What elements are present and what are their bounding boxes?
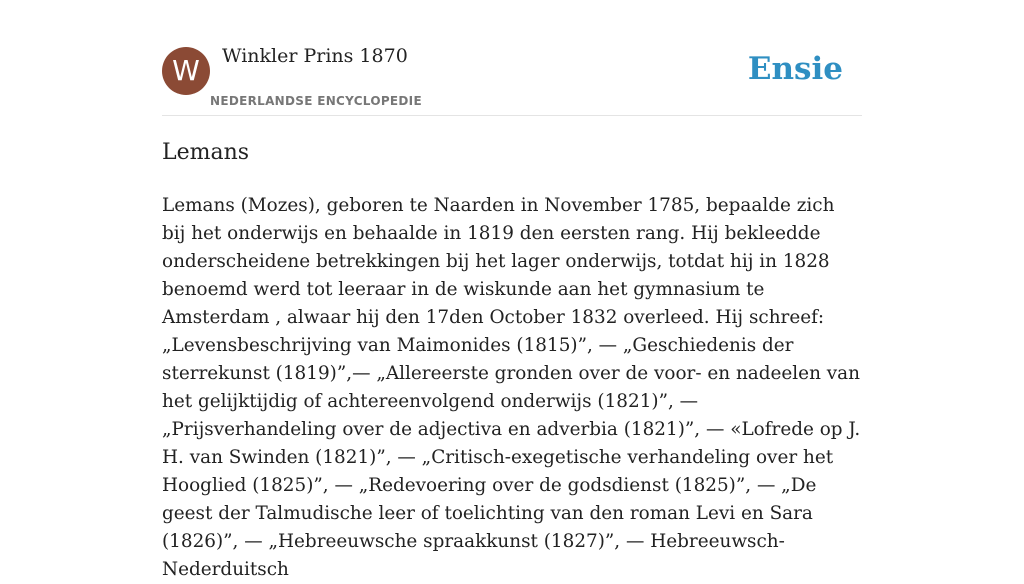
brand-logo-link[interactable]: Ensie [747, 51, 843, 87]
article-body: Lemans (Mozes), geboren te Naarden in November 1785, bepaalde zich bij het onderwijs en behaalde in 1819 den eersten rang. Hij bekleedde onderscheidene betrekkingen bij het lager onderwijs, totdat hij in 1828 benoemd werd tot leeraar in de wiskunde aan het gymnasium te Amsterdam , alwaar hij den 17den October 1832 overleed. Hij schreef: „Levensbeschrijving van Maimonides (1815)”, — „Geschiedenis der sterrekunst (1819)”,— „Allereerste gronden over de voor- en nadeelen van het gelijktijdig of achtereenvolgend onderwijs (1821)”, — „Prijsverhandeling over de adjectiva en adverbia (1821)”, — «Lofrede op J. H. van Swinden (1821)”, — „Critisch-exegetische verhandeling over het Hooglied (1825)”, — „Redevoering over de godsdienst (1825)”, — „De geest der Talmudische leer of toelichting van den roman Levi en Sara (1826)”, — „Hebreeuwsche spraakkunst (1827)”, — Hebreeuwsch-Nederduitsch [162, 195, 861, 580]
source-subtitle: NEDERLANDSE ENCYCLOPEDIE [210, 94, 422, 108]
source-title[interactable]: Winkler Prins 1870 [222, 45, 408, 67]
article-title: Lemans [162, 140, 250, 165]
header-divider [162, 115, 862, 116]
source-avatar[interactable]: W [162, 47, 210, 95]
